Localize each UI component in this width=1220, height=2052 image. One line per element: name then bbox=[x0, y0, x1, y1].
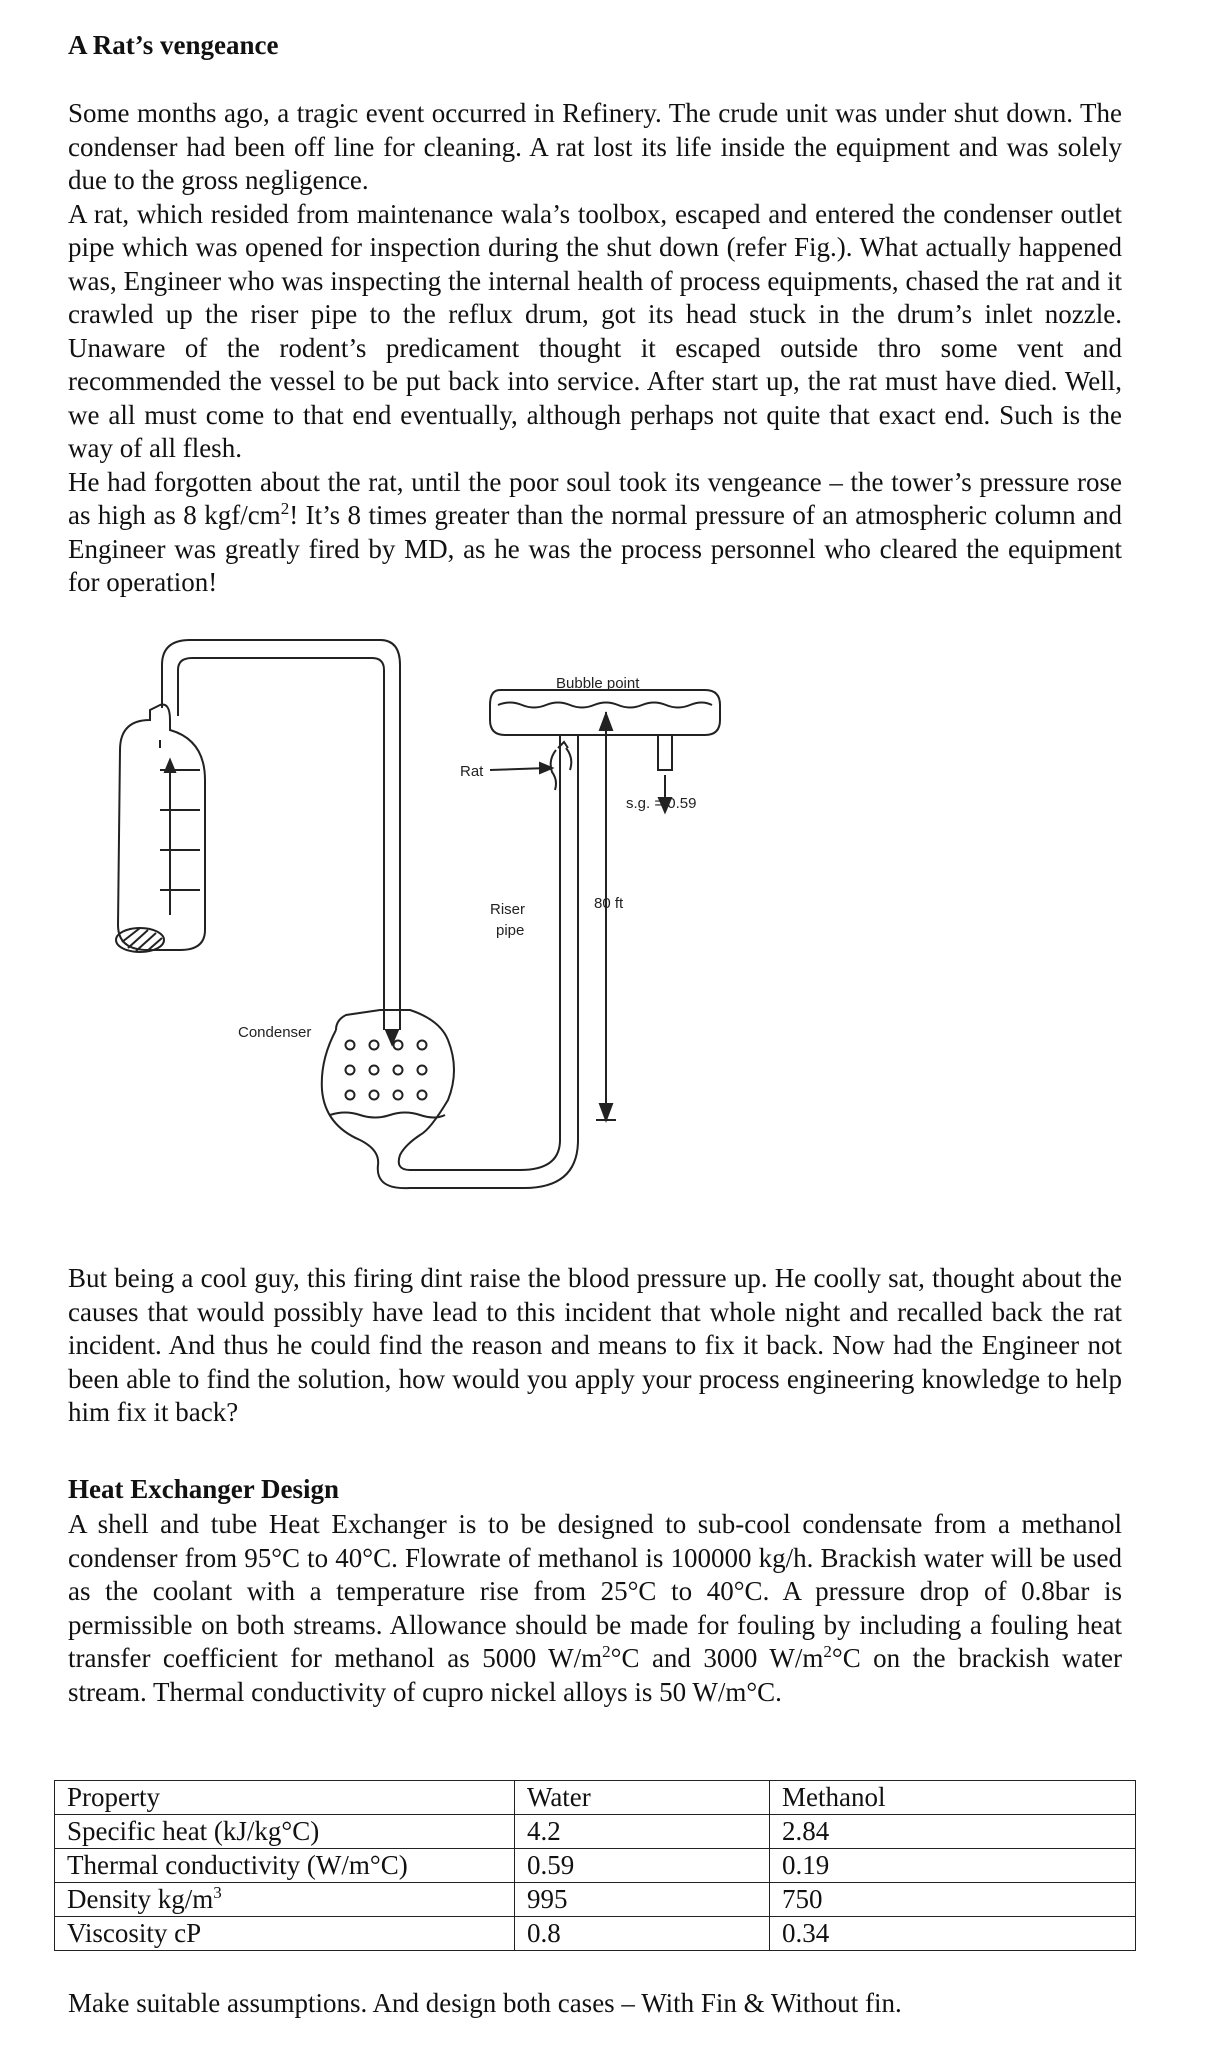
closing-instruction: Make suitable assumptions. And design both cases – With Fin & Without fin. bbox=[68, 1988, 902, 2018]
table-cell: 750 bbox=[770, 1883, 1136, 1917]
table-header-row bbox=[55, 1781, 1136, 1815]
story-paragraph bbox=[68, 97, 1122, 600]
story-p3 bbox=[68, 466, 1122, 600]
hx-text-3: °C on the brackish water stream. Thermal conductivity of cupro nickel alloys is 50 W/m°C. bbox=[68, 1643, 1122, 1707]
overhead-line bbox=[162, 640, 400, 1030]
label-riser-1: Riser bbox=[490, 901, 526, 918]
table-row bbox=[55, 1883, 1136, 1917]
table-cell: 995 bbox=[515, 1883, 770, 1917]
table-cell: 0.8 bbox=[515, 1917, 770, 1951]
properties-table bbox=[54, 1780, 1136, 1951]
hx-paragraph bbox=[68, 1508, 1122, 1709]
hx-text-2: °C and 3000 W/m bbox=[610, 1643, 824, 1673]
story-p2: A rat, which resided from maintenance wala’s toolbox, escaped and entered the condenser outlet pipe which was opened for inspection during the shut down (refer Fig.). What actually happened was, Engineer who was inspecting the internal health of process equipments, chased the rat and it crawled up the riser pipe to the reflux drum, got its head stuck in the drum’s inlet nozzle. Unaware of the rodent’s predicament thought it escaped outside thro some vent and recommended the vessel to be put back into service. After start up, the rat must have died. Well, we all must come to that end eventually, although perhaps not quite that exact end. Such is the way of all flesh. bbox=[68, 198, 1122, 463]
table-cell: 0.59 bbox=[515, 1849, 770, 1883]
superscript: 2 bbox=[823, 1642, 832, 1661]
table-cell: 2.84 bbox=[770, 1815, 1136, 1849]
table-cell bbox=[55, 1883, 515, 1917]
story-p3-text: He had forgotten about the rat, until the poor soul took its vengeance – the tower’s pressure rose as high as 8 kgf/cm bbox=[68, 466, 1122, 530]
story-p1: Some months ago, a tragic event occurred in Refinery. The crude unit was under shut down. The condenser had been off line for cleaning. A rat lost its life inside the equipment and was solely due to the gross negligence. bbox=[68, 98, 1122, 195]
condenser-shell bbox=[336, 765, 560, 1170]
density-label: Density kg/m bbox=[67, 1884, 214, 1914]
superscript: 2 bbox=[280, 499, 290, 518]
label-condenser: Condenser bbox=[238, 1024, 312, 1041]
label-riser-2: pipe bbox=[496, 922, 525, 939]
hx-text-1: A shell and tube Heat Exchanger is to be designed to sub-cool condensate from a methanol condenser from 95°C to 40°C. Flowrate of methanol is 100000 kg/h. Brackish water will be used as the coolant with a temperature rise from 25°C to 40°C. A pressure drop of 0.8bar is permissible on both streams. Allowance should be made for fouling by including a fouling heat transfer coefficient for methanol as 5000 W/m bbox=[68, 1509, 1122, 1673]
label-80ft: 80 ft bbox=[594, 895, 624, 912]
label-sg: s.g. = 0.59 bbox=[626, 795, 697, 812]
label-bubble-point: Bubble point bbox=[556, 675, 640, 692]
table-cell: Viscosity cP bbox=[55, 1917, 515, 1951]
followup-paragraph: But being a cool guy, this firing dint raise the blood pressure up. He coolly sat, thought about the causes that would possibly have lead to this incident that whole night and recalled back the rat incident. And thus he could find the reason and means to fix it back. Now had the Engineer not been able to find the solution, how would you apply your process engineering knowledge to help him fix it back? bbox=[68, 1263, 1122, 1427]
superscript: 3 bbox=[213, 1883, 222, 1902]
section-title-rat: A Rat’s vengeance bbox=[68, 30, 279, 60]
table-row bbox=[55, 1917, 1136, 1951]
table-cell: Thermal conductivity (W/m°C) bbox=[55, 1849, 515, 1883]
table-row bbox=[55, 1815, 1136, 1849]
column-vessel bbox=[118, 705, 205, 950]
table-header: Property bbox=[55, 1781, 515, 1815]
process-figure bbox=[0, 630, 1220, 1190]
table-cell: 0.34 bbox=[770, 1917, 1136, 1951]
label-rat: Rat bbox=[460, 763, 484, 780]
table-cell: 4.2 bbox=[515, 1815, 770, 1849]
table-cell: Specific heat (kJ/kg°C) bbox=[55, 1815, 515, 1849]
section-title-hx: Heat Exchanger Design bbox=[68, 1474, 339, 1504]
table-row bbox=[55, 1849, 1136, 1883]
table-header: Methanol bbox=[770, 1781, 1136, 1815]
story-p3-text-rest: ! It’s 8 times greater than the normal pressure of an atmospheric column and Engineer was greatly fired by MD, as he was the process personnel who cleared the equipment for operation! bbox=[68, 500, 1122, 597]
table-header: Water bbox=[515, 1781, 770, 1815]
table-cell: 0.19 bbox=[770, 1849, 1136, 1883]
superscript: 2 bbox=[602, 1642, 611, 1661]
